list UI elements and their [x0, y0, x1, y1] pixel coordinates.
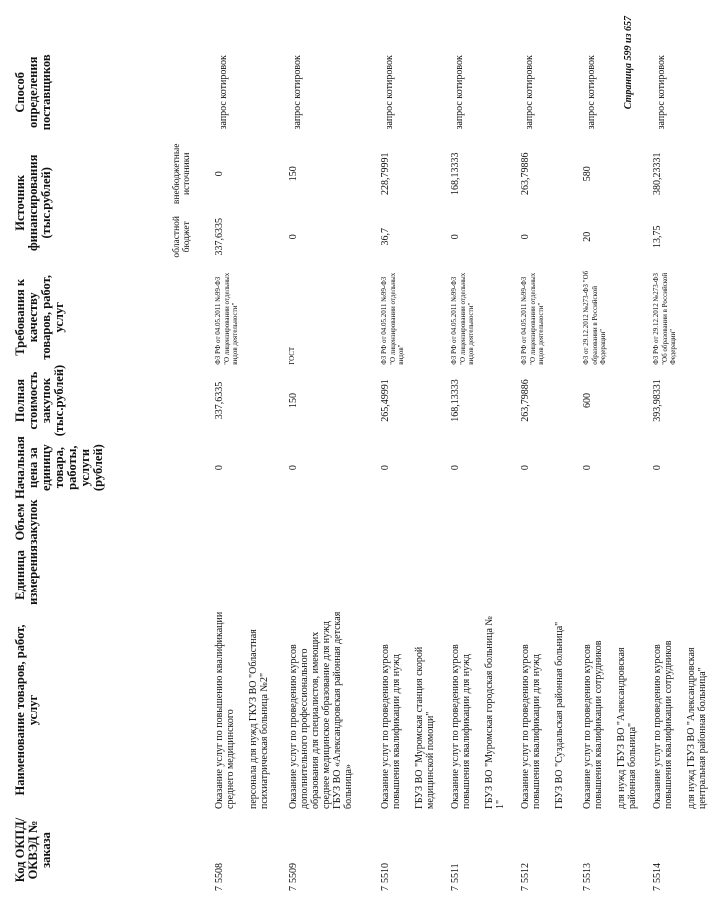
order-number: 5511 [450, 863, 461, 883]
total-cell: 337,6335 [214, 381, 225, 420]
code-lead: 7 [214, 886, 225, 891]
item-name-cell [568, 605, 638, 809]
item-name-line1: Оказание услуг по повышению квалификации среднего медицинского [214, 611, 236, 809]
item-name-line1: Оказание услуг по проведению курсов дополнительного профессионального образования для специалистов, имеющих среднее медицинское образование для нужд ГБУЗ ВО «Александровская районная детская больница» [288, 611, 354, 809]
item-name-line2: ГБУЗ ВО "Суздальская районная больница" [554, 621, 565, 809]
price-cell: 0 [520, 465, 531, 471]
header-method: Способ определения поставщиков [13, 54, 53, 131]
item-name-line1: Оказание услуг по проведению курсов повышения квалификации для нужд [450, 644, 472, 809]
offbudget-cell: 380,23331 [652, 152, 663, 196]
table-row [274, 45, 366, 891]
unit-cell [436, 545, 506, 605]
order-number: 5509 [288, 863, 299, 883]
item-name-cell [436, 605, 506, 809]
table-row [366, 45, 436, 891]
order-number: 5510 [380, 863, 391, 883]
method-cell: запрос котировок [292, 55, 303, 130]
total-cell: 150 [288, 393, 299, 409]
order-code-cell [274, 809, 366, 891]
order-code-cell [568, 809, 638, 891]
requirements-cell: ФЗ РФ от 04.05.2011 №99-ФЗ "О лицензировании отдельных видов" [380, 272, 405, 365]
order-code-cell [638, 809, 708, 891]
regional-budget-cell: 337,6335 [214, 218, 225, 256]
unit-cell [200, 545, 274, 605]
method-cell: запрос котировок [586, 55, 597, 130]
item-name-line1: Оказание услуг по проведению курсов повышения квалификации для нужд [380, 644, 402, 809]
code-lead: 7 [450, 886, 461, 891]
price-cell: 0 [450, 465, 461, 471]
volume-cell [274, 499, 366, 545]
page-footer: Страница 599 из 657 [623, 16, 634, 110]
regional-budget-cell: 36,7 [380, 228, 391, 246]
total-cell: 265,49991 [380, 379, 391, 422]
price-cell: 0 [652, 465, 663, 471]
header-total: Полная стоимость закупок (тыс.рублей) [13, 364, 66, 437]
volume-cell [200, 499, 274, 545]
offbudget-cell: 263,79886 [520, 152, 531, 196]
header-code: Код ОКПД/ ОКВЭД № заказа [13, 817, 53, 883]
header-volume: Объем закупок [13, 499, 40, 545]
header-price: Начальная цена за единицу товара, работы, услуги (рублей) [13, 436, 105, 499]
header-funding: Источник финансирования (тыс.рублей) [13, 154, 53, 251]
offbudget-cell: 0 [214, 171, 225, 177]
volume-cell [436, 499, 506, 545]
price-cell: 0 [582, 465, 593, 471]
order-number: 5513 [582, 863, 593, 883]
volume-cell [638, 499, 708, 545]
price-cell: 0 [288, 465, 299, 471]
volume-cell [568, 499, 638, 545]
method-cell: запрос котировок [384, 55, 395, 130]
code-lead: 7 [288, 886, 299, 891]
table-row [436, 45, 506, 891]
item-name-line2: для нужд ГБУЗ ВО "Александровская центральная районная больница" [686, 647, 708, 809]
method-cell: запрос котировок [524, 55, 535, 130]
header-name: Наименование товаров, работ, услуг [13, 624, 40, 796]
unit-cell [506, 545, 568, 605]
header-requirements: Требования к качеству товаров, работ, услуг [13, 275, 66, 360]
code-lead: 7 [582, 886, 593, 891]
unit-cell [366, 545, 436, 605]
offbudget-cell: 580 [582, 166, 593, 182]
total-cell: 393,98331 [652, 379, 663, 422]
regional-budget-cell: 13,75 [652, 225, 663, 249]
item-name-line1: Оказание услуг по проведению курсов повышения квалификации сотрудников [652, 640, 674, 809]
item-name-line2: персонала для нужд ГКУЗ ВО "Областная психиатрическая больница №2" [248, 629, 270, 809]
total-cell: 263,79886 [520, 379, 531, 422]
total-cell: 168,13333 [450, 379, 461, 422]
price-cell: 0 [214, 465, 225, 471]
header-row [14, 45, 172, 891]
item-name-line1: Оказание услуг по проведению курсов повышения квалификации для нужд [520, 644, 542, 809]
subheader-offbudget: внебюджетные источники [172, 143, 192, 205]
method-cell: запрос котировок [218, 55, 229, 130]
regional-budget-cell: 0 [288, 234, 299, 240]
unit-cell [638, 545, 708, 605]
order-code-cell [200, 809, 274, 891]
subheader-row [172, 45, 200, 891]
item-name-cell [274, 605, 366, 809]
code-lead: 7 [652, 886, 663, 891]
header-unit: Единица измерения [13, 545, 40, 605]
unit-cell [274, 545, 366, 605]
volume-cell [506, 499, 568, 545]
table-body [200, 45, 708, 891]
table-row [638, 45, 708, 891]
item-name-line2: ГБУЗ ВО "Муромская станция скорой медицинской помощи" [414, 646, 436, 809]
code-lead: 7 [520, 886, 531, 891]
requirements-cell: ФЗ РФ от 04.05.2011 №99-ФЗ "О лицензировании отдельных видов деятельности" [450, 272, 475, 365]
regional-budget-cell: 0 [450, 234, 461, 240]
procurement-table [14, 45, 708, 891]
item-name-cell [200, 605, 274, 809]
item-name-cell [638, 605, 708, 809]
offbudget-cell: 150 [288, 166, 299, 182]
requirements-cell: ГОСТ [288, 346, 296, 365]
table-row [506, 45, 568, 891]
total-cell: 600 [582, 393, 593, 409]
method-cell: запрос котировок [656, 55, 667, 130]
regional-budget-cell: 20 [582, 231, 593, 242]
order-number: 5514 [652, 863, 663, 883]
table-row [568, 45, 638, 891]
code-lead: 7 [380, 886, 391, 891]
order-number: 5512 [520, 863, 531, 883]
requirements-cell: ФЗ от 29.12.2012 №273-ФЗ "Об образовании в Российской Федерации" [582, 270, 607, 365]
requirements-cell: ФЗ РФ от 04.05.2011 №99-ФЗ "О лицензировании отдельных видов деятельности" [214, 272, 239, 365]
order-code-cell [436, 809, 506, 891]
offbudget-cell: 168,13333 [450, 152, 461, 196]
order-code-cell [506, 809, 568, 891]
item-name-cell [366, 605, 436, 809]
requirements-cell: ФЗ РФ от 29.12.2012 №273-ФЗ "Об образовании в Российской Федерации" [652, 272, 677, 365]
offbudget-cell: 228,79991 [380, 152, 391, 196]
subheader-regional: областной бюджет [172, 216, 192, 258]
unit-cell [568, 545, 638, 605]
item-name-line2: ГБУЗ ВО "Муромская городская больница № 1" [484, 616, 506, 809]
volume-cell [366, 499, 436, 545]
method-cell: запрос котировок [454, 55, 465, 130]
item-name-cell [506, 605, 568, 809]
order-code-cell [366, 809, 436, 891]
table-row [200, 45, 274, 891]
item-name-line1: Оказание услуг по проведению курсов повышения квалификации сотрудников [582, 640, 604, 809]
price-cell: 0 [380, 465, 391, 471]
item-name-line2: для нужд ГБУЗ ВО "Александровская районная больница" [616, 647, 638, 809]
regional-budget-cell: 0 [520, 234, 531, 240]
order-number: 5508 [214, 863, 225, 883]
requirements-cell: ФЗ РФ от 04.05.2011 №99-ФЗ "О лицензировании отдельных видов деятельности" [520, 272, 545, 365]
